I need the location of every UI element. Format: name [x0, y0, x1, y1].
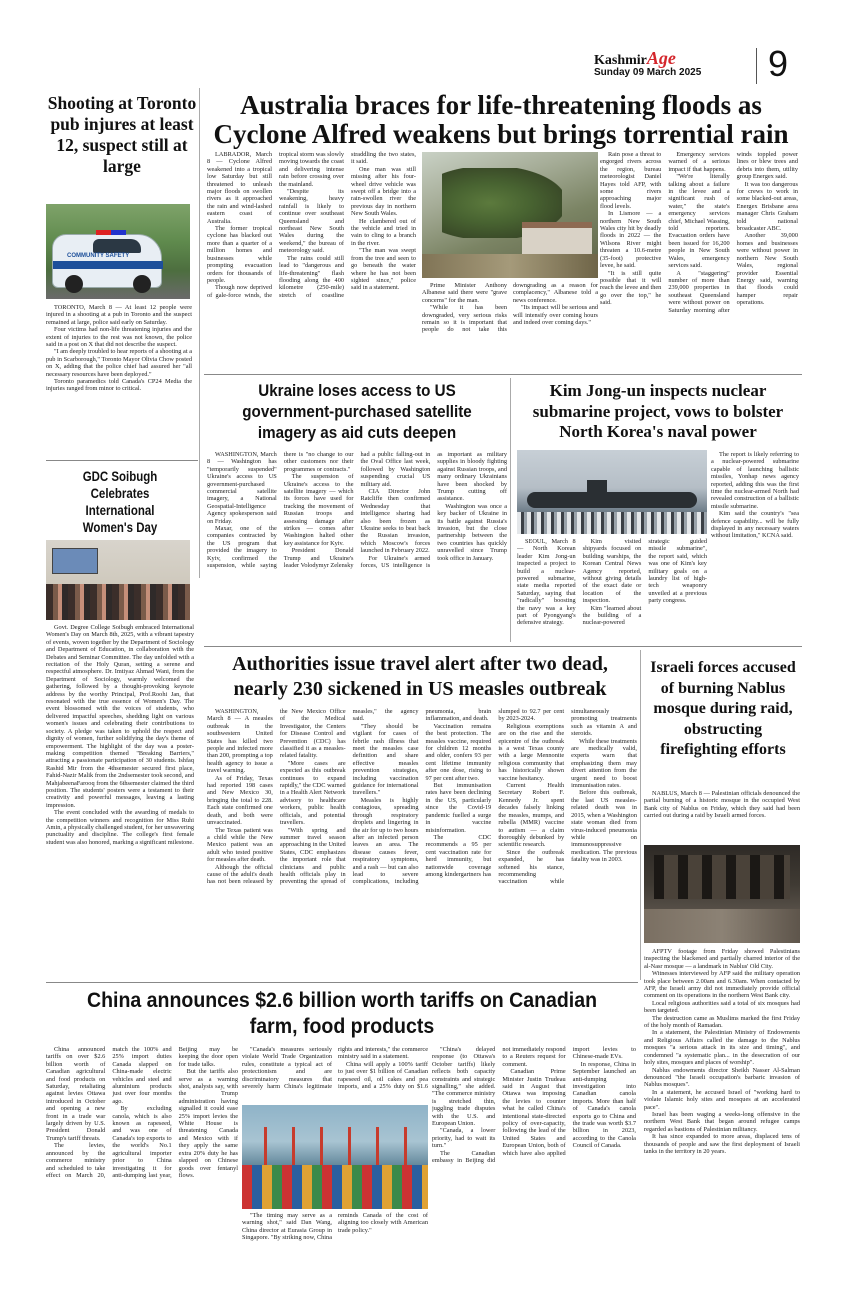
- police-car-label: COMMUNITY SAFETY: [67, 253, 130, 259]
- paragraph: By excluding canola, which is also known as rapeseed, and was one of Canada's top exports to the world's No.1 agricultural importer prior to China investigating it for anti-dumping last year, Beijing may be keeping the door open for trade talks.: [112, 1046, 238, 1179]
- cyclone-headline: Australia braces for life-threatening floods as Cyclone Alfred weakens but brings torrential rain: [213, 91, 789, 149]
- projection-screen: [52, 548, 98, 574]
- paragraph: Kim visited shipyards focused on building warships, the Korean Central News Agency reported, without giving details of the exact date or location of the inspection.: [582, 538, 642, 605]
- cyclone-body-left: [207, 151, 416, 367]
- paragraph: He clambered out of the vehicle and tried in vain to cling to a branch in the river.: [351, 217, 416, 247]
- wheel-rear: [133, 275, 151, 293]
- paragraph: The Canadian embassy in Beijing did not immediately respond to a Reuters request for comment.: [432, 1046, 566, 1165]
- paragraph: SEOUL, March 8 — North Korean leader Kim Jong-un inspected a project to build a nuclear-powered submarine, state media reported Saturday, saying that "radically" boosting the navy was a key part of Pyongyang's defensive strategy.: [517, 538, 576, 627]
- paragraph: Four victims had non-life threatening injuries and the extent of injuries to the rest was not known, the police said in a post on X that did not describe the suspect.: [46, 326, 192, 349]
- paragraph: "More cases are expected as this outbreak continues to expand rapidly," the CDC warned in a Health Alert Network advisory to healthcare workers, public health officials, and potential travellers.: [279, 759, 346, 827]
- paragraph: The former tropical cyclone has blacked out more than a quarter of a million homes and businesses while prompting evacuation orders for thousands of people.: [207, 225, 272, 284]
- paragraph: Canadian Prime Minister Justin Trudeau said in August that Ottawa was imposing the levies to counter what he called China's intentional state-directed policy of over-capacity, following the lead of the United States and European Union, both of which have also applied import levies to Chinese-made EVs.: [502, 1046, 636, 1157]
- paragraph: "With spring and summer travel season approaching in the United States, CDC emphasizes the important role that clinicians and public health officials play in preventing the spread of measles," the agency said.: [279, 708, 419, 886]
- paragraph: Rain pose a threat to engorged rivers across the region, bureau meteorologist Daniel Hayes told AFP, with some rivers approaching major flood levels.: [600, 151, 662, 210]
- kim-photo: [517, 450, 707, 534]
- paragraph: WASHINGTON, March 8 — Washington has "temporarily suspended" Ukraine's access to US government-purchased commercial satellite imagery, a National Geospatial-Intelligence Agency spokesperson said on Friday.: [207, 451, 277, 525]
- china-body-mid-top: [242, 1046, 428, 1104]
- paragraph: It has since expanded to more areas, displaced tens of thousands of people and saw the first deployment of Israeli tanks in the territory in 20 years.: [644, 1133, 800, 1155]
- nablus-lead: NABLUS, March 8 — Palestinian officials denounced the partial burning of a historic mosque in the occupied West Bank city of Nablus on Friday, which they said had been carried out during a raid by Israeli armed forces.: [644, 790, 800, 820]
- paragraph: The suspension of Ukraine's access to the satellite imagery — which its forces have used for tracking the movement of Russian troops and assessing damage after strikes — comes after Washington halted other key assistance for Kyiv.: [283, 473, 354, 547]
- china-photo: [242, 1105, 428, 1209]
- paragraph: Though now deprived of gale-force winds, the tropical storm was slowly moving towards the coast and delivering intense rain before crossing over the mainland.: [207, 151, 344, 299]
- paragraph: In a statement, he accused Israel of "working hard to violate Islamic holy sites and mosques at an accelerated pace".: [644, 1088, 800, 1111]
- paragraph: Prime Minister Anthony Albanese said there were "grave concerns" for the man.: [422, 282, 507, 304]
- ukraine-columns: [207, 451, 507, 639]
- paragraph: "China's delayed response (to Ottawa's October tariffs) likely reflects both capacity constraints and strategic signalling," she added. "The commerce ministry is stretched thin, juggling trade disputes with the U.S. and European Union.: [432, 1046, 496, 1128]
- ukraine-headline: Ukraine loses access to US government-purchased satellite imagery as aid cuts deepen: [242, 382, 472, 442]
- paragraph: "The man was swept from the tree and seen to go beneath the water where he has not been sighted since," police said in a statement.: [351, 247, 416, 292]
- section-divider: [46, 460, 198, 461]
- paragraph: One man was still missing after his four-wheel drive vehicle was swept off a bridge into a rain-swollen river the previous day in northern New South Wales.: [351, 165, 416, 218]
- nablus-body: [644, 948, 800, 1258]
- paragraph: Measles is highly contagious, spreading through respiratory droplets and lingering in the air for up to two hours after an infected person leaves an area. The disease causes fever, respiratory symptoms, and a rash — but can also lead to severe complications, including pneumonia, brain inflammation, and death.: [352, 708, 492, 886]
- cyclone-photo: [422, 152, 598, 278]
- paragraph: China will apply a 100% tariff to just over $1 billion of Canadian rapeseed oil, oil cakes and pea imports, and a 25% duty on $1.6: [338, 1060, 428, 1091]
- measles-columns: [207, 708, 637, 972]
- brand-age: Age: [646, 48, 676, 68]
- paragraph: Local religious authorities said a total of six mosques had been targeted.: [644, 999, 800, 1015]
- nablus-photo: [644, 845, 800, 943]
- paragraph: "Despite its weakening, heavy rainfall is likely to continue over southeast Queensland and northeast New South Wales during the weekend," the bureau of meteorology said.: [279, 188, 344, 255]
- paragraph: "Its impact will be serious and will intensify over coming hours and indeed over coming days.": [513, 304, 598, 327]
- gdc-photo: [46, 540, 190, 620]
- section-divider: [204, 646, 802, 647]
- paragraph: Emergency services warned of a serious impact if that happens.: [668, 151, 730, 173]
- paragraph: For Ukraine's armed forces, US intelligence is as important as military supplies in bloody fighting against Russian troops, and many ordinary Ukrainians have been shocked by Trump cutting off assistance.: [360, 451, 507, 570]
- paragraph: "While it has been downgraded, very serious risks remain so it is important that people do not take this downgrading as a reason for complacency," Albanese told a news conference.: [422, 282, 598, 334]
- paragraph: Washington was once a key backer of Ukraine in its battle against Russia's invasion, but the close partnership between the two countries has quickly unravelled since Trump took office in January.: [437, 502, 507, 562]
- china-columns-c: [242, 1212, 428, 1262]
- masthead-date: Sunday 09 March 2025: [594, 67, 702, 78]
- paragraph: Since the outbreak expanded, he has softened his stance, recommending vaccination while simultaneously promoting treatments such as vitamin A and steroids.: [498, 708, 637, 886]
- measles-headline: Authorities issue travel alert after two dead, nearly 230 sickened in US measles outbreak: [232, 653, 608, 700]
- paragraph: China announced tariffs on over $2.6 billion worth of Canadian agricultural and food products on Saturday, retaliating against levies Ottawa introduced in October and opening a new front in a trade war largely driven by U.S. President Donald Trump's tariff threats.: [46, 1046, 106, 1142]
- section-divider: [46, 982, 638, 983]
- section-divider: [204, 374, 802, 375]
- paragraph: But the tariffs also serve as a warning shot, analysts say, with the Trump administration having signalled it could ease 25% import levies the White House is threatening Canada and Mexico with if they apply the same extra 20% duty he has slapped on Chinese goods over fentanyl flows.: [178, 1068, 238, 1179]
- cyclone-body-under-photo: [422, 282, 598, 368]
- paragraph: The rains could still lead to "dangerous and life-threatening" flash flooding along the 400 kilometre (250-mile) stretch of coastline straddling the two states, it said.: [279, 151, 416, 299]
- burnt-floor-image: [644, 909, 800, 943]
- paragraph: The event concluded with the awarding of medals to the competition winners and recognition for Miss Ruhi Amin, a physically challenged student, for her unwavering punctuality and discipline. The college's first female student was also honored, marking a significant milestone.: [46, 809, 194, 846]
- paragraph: As of Friday, Texas had reported 198 cases and New Mexico 30, bringing the total to 228. Each state confirmed one death, and both were unvaccinated.: [207, 774, 273, 827]
- cyclone-columns-c: [600, 151, 798, 367]
- toronto-body: [46, 304, 192, 454]
- paragraph: A "staggering" number of more than 239,000 properties in southeast Queensland were without power on Saturday morning after winds toppled power lines or blew trees and debris into them, utility group Energex said.: [668, 151, 798, 314]
- ukraine-body: [207, 451, 507, 639]
- gdc-body: [46, 624, 194, 880]
- column-divider: [510, 378, 511, 642]
- paragraph: Witnesses interviewed by AFP said the military operation took place between 2.00am and 6.30am. When contacted by AFP, the Israeli army did not immediately provide official comment on its operations in the northern West Bank city.: [644, 970, 800, 1000]
- china-columns-d: [432, 1046, 636, 1261]
- masthead-divider: [756, 48, 757, 84]
- paragraph: The levies, announced by the commerce ministry and scheduled to take effect on March 20, match the 100% and 25% import duties Canada slapped on China-made electric vehicles and steel and aluminium products just over four months ago.: [46, 1046, 172, 1179]
- police-car-stripe: [53, 261, 163, 269]
- toronto-headline: Shooting at Toronto pub injures at least 12, suspect still at large: [47, 93, 197, 176]
- paragraph: TORONTO, March 8 — At least 12 people were injured in a shooting at a pub in Toronto and the suspect remained at large, police said early on Saturday.: [46, 304, 192, 326]
- debris-image: [422, 254, 598, 278]
- brand-kashmir: Kashmir: [594, 53, 647, 68]
- paragraph: "The timing may serve as a warning shot," said Dan Wang, China director at Eurasia Group in Singapore. "By striking now, China reminds Canada of the cost of aligning too closely with American trade policy.": [242, 1212, 428, 1242]
- paragraph: The Texas patient was a child while the New Mexico patient was an adult who tested positive for measles after death.: [207, 826, 273, 864]
- paragraph: Religious exemptions are on the rise and the epicentre of the outbreak is a west Texas county with a large Mennonite religious community that has historically shown vaccine hesitancy.: [498, 722, 565, 782]
- kim-body-left: [517, 538, 707, 640]
- paragraph: Before this outbreak, the last US measles-related death was in 2015, when a Washington state woman died from virus-induced pneumonia while on immunosuppressive medication. The previous fatality was in 2003.: [571, 789, 637, 864]
- paragraph: Vaccination remains the best protection. The measles vaccine, required for children 12 months and older, confers 93 per cent lifetime immunity after one dose, rising to 97 per cent after two.: [425, 722, 492, 782]
- china-body-mid-bottom: [242, 1212, 428, 1262]
- china-body-left: [46, 1046, 238, 1261]
- audience-image: [46, 584, 190, 620]
- china-columns-b: [242, 1046, 428, 1104]
- cyclone-columns-b: [422, 282, 598, 368]
- cyclone-columns-a: [207, 151, 416, 367]
- paragraph: "Canada, a lower priority, had to wait its turn.": [432, 1127, 496, 1150]
- paragraph: The report is likely referring to a nuclear-powered submarine capable of launching ballistic missiles, Yonhap news agency reported, adding this was the first time the nuclear-armed North had revealed construction of a ballistic missile submarine.: [711, 451, 799, 510]
- masthead-brand: [594, 48, 676, 69]
- paragraph: In Lismore — a northern New South Wales city hit by deadly floods in 2022 — the Wilsons River might threaten a 10.6-metre (35-foot) protective levee, he said.: [600, 210, 662, 270]
- mosque-arches-image: [654, 855, 790, 899]
- china-columns-a: [46, 1046, 238, 1261]
- china-headline: China announces $2.6 billion worth tariffs on Canadian farm, food products: [86, 989, 598, 1038]
- paragraph: While these treatments are medically valid, experts warn that emphasizing them may divert attention from the urgent need to boost immunisation rates.: [571, 737, 637, 790]
- light-bar: [96, 230, 126, 235]
- kim-columns-a: [517, 538, 707, 640]
- cyclone-body-right: [600, 151, 798, 367]
- port-cranes-image: [252, 1127, 422, 1167]
- column-divider: [640, 650, 641, 980]
- paragraph: In a statement, the Palestinian Ministry of Endowments and Religious Affairs called the damage to the Nablus mosques "a serious attack in its size and timing", and condemned "a systematic plan... in the desecration of our holy sites, mosques and places of worship".: [644, 1029, 800, 1067]
- paragraph: It was too dangerous for crews to work in some blacked-out areas, Energex Brisbane area manager Chris Graham told national broadcaster ABC.: [736, 180, 798, 233]
- paragraph: Although the official cause of the adult's death has not been released by the New Mexico Office of the Medical Investigator, the Centers for Disease Control and Prevention (CDC) has classified it as a measles-related fatality.: [207, 708, 346, 886]
- paragraph: Govt. Degree College Soibugh embraced International Women's Day on March 8th, 2025, with a vibrant tapestry of events, woven together by the Department of Sociology and Department of Education, in collaboration with the Debates and Seminar Committee. The day unfolded with a recitation of the Holy Quran, setting a serene and respectful atmosphere. Dr. Imtiyaz Ahmad Wani, from the Department of Sociology, warmly welcomed the gathering, followed by a thought-provoking keynote address by the worthy Principal, Prof.Roohi Jan, that resonated with the true essence of Women's Day. The event blossomed with the voices of students, who delivered impactful speeches, shedding light on various women's issues and celebrating their contributions to society. A pledge was taken to uphold the respect and dignity of women, further solidifying the day's theme of empowerment. The highlight of the day was a poster-making competition themed "Breaking Barriers," attracting a passionate participation of 30 students. Ishfaq Rashid Mir from the 4thsemester secured first place, Fahid-Nazir Malik from the 2ndsemester took second, and MahjabeenaFarooq from the 6thsemester claimed the third position. The students' posters were a testament to their creativity and powerful messages, leaving a lasting impression.: [46, 624, 194, 809]
- paragraph: "It is still quite possible that it will reach the levee and then go over the top," he said.: [600, 269, 662, 307]
- paragraph: Another 39,000 homes and businesses were without power in northern New South Wales, regional provider Essential Energy said, warning that floods could hamper repair operations.: [736, 232, 798, 307]
- paragraph: Maxar, one of the companies contracted by the US program that provided the imagery to Kyiv, confirmed the suspension, while saying there is "no change to our other customers nor their programmes or contracts.": [207, 451, 354, 570]
- crowd-image: [517, 512, 707, 534]
- submarine-tower: [587, 480, 607, 494]
- gdc-headline: GDC Soibugh Celebrates International Women's Day: [82, 468, 158, 535]
- paragraph: WASHINGTON, March 8 — A measles outbreak in the southwestern United States has killed two people and infected more than 200, prompting a top health agency to issue a travel warning.: [207, 708, 273, 775]
- submarine-image: [527, 492, 697, 508]
- paragraph: "Canada's measures seriously violate World Trade Organization rules, constitute a typical act of protectionism and are discriminatory measures that severely harm China's legitimate rights and interests," the commerce ministry said in a statement.: [242, 1046, 428, 1091]
- paragraph: Israel has been waging a weeks-long offensive in the northern West Bank that began around refugee camps regarded as bastions of Palestinian militancy.: [644, 1110, 800, 1133]
- paragraph: President Donald Trump and Ukraine's leader Volodymyr Zelensky had a public falling-out in the Oval Office last week, followed by Washington suspending crucial US military aid.: [283, 451, 431, 570]
- kim-body-right: [711, 451, 799, 639]
- paragraph: Nablus endowments director Sheikh Nasser Al-Salman denounced "the Israeli occupation's barbaric invasion of Nablus mosques".: [644, 1066, 800, 1089]
- paragraph: AFPTV footage from Friday showed Palestinians inspecting the blackened and partially charred interior of the al-Nasr mosque — a landmark in Nablus' Old City.: [644, 948, 800, 970]
- paragraph: But immunisation rates have been declining in the US, particularly since the Covid-19 pandemic fuelled a surge in vaccine misinformation.: [425, 782, 492, 834]
- paragraph: Kim "learned about the building of a nuclear-powered strategic guided missile submarine", the report said, which was one of Kim's key military goals on a laundry list of high-tech weaponry unveiled at a previous party congress.: [582, 538, 707, 627]
- measles-body: [207, 708, 637, 972]
- paragraph: Kim said the country's "sea defence capability... will be fully displayed in any necessary waters without limitation," KCNA said.: [711, 510, 799, 540]
- kim-headline: Kim Jong-un inspects nuclear submarine project, vows to bolster North Korea's naval power: [532, 381, 784, 441]
- paragraph: "We're literally talking about a failure in the levee and a significant rush of water," the state's emergency services chief, Michael Wassing, told reporters. Evacuation orders have been issued for 16,200 people in New South Wales, emergency services said.: [668, 173, 730, 270]
- paragraph: "I am deeply troubled to hear reports of a shooting at a pub in Scarborough," Toronto Mayor Olivia Chow posted on X, adding that the police chief had assured her "all necessary resources have been deployed.": [46, 348, 192, 378]
- paragraph: In response, China in September launched an anti-dumping investigation into Canadian canola imports. More than half of Canada's canola exports go to China and the trade was worth $3.7 billion in 2023, according to the Canola Council of Canada.: [572, 1060, 636, 1150]
- police-car-window: [93, 239, 141, 253]
- masthead: [594, 48, 824, 82]
- paragraph: Current Health Secretary Robert F. Kennedy Jr. spent decades falsely linking the measles, mumps, and rubella (MMR) vaccine to autism — a claim thoroughly debunked by scientific research.: [498, 782, 565, 849]
- paragraph: The destruction came as Muslims marked the first Friday of the holy month of Ramadan.: [644, 1014, 800, 1030]
- containers-image: [242, 1165, 428, 1209]
- toronto-photo: [46, 204, 190, 299]
- nablus-headline: Israeli forces accused of burning Nablus mosque during raid, obstructing firefighting efforts: [650, 659, 796, 758]
- china-body-right: [432, 1046, 636, 1261]
- column-divider: [199, 88, 200, 578]
- paragraph: "They should be vigilant for cases of febrile rash illness that meet the measles case definition and share effective measles prevention strategies, including vaccination guidance for international travellers.": [352, 722, 419, 797]
- paragraph: LABRADOR, March 8 — Cyclone Alfred weakened into a tropical low Saturday but still threatened to unleash major floods on swollen rivers as it approached the rain and wind-lashed eastern coast of Australia.: [207, 151, 272, 225]
- page-number: 9: [768, 43, 789, 84]
- paragraph: The CDC recommends a 95 per cent vaccination rate for herd immunity, but nationwide coverage among kindergartners has slumped to 92.7 per cent by 2023-2024.: [425, 708, 565, 878]
- paragraph: CIA Director John Ratcliffe then confirmed Wednesday that intelligence sharing had also been frozen as Ukraine seeks to beat back the Russian invasion, which Moscow's forces launched in February 2022.: [360, 488, 431, 555]
- wheel-front: [65, 275, 83, 293]
- paragraph: Toronto paramedics told Canada's CP24 Media the injuries ranged from minor to critical.: [46, 378, 192, 393]
- police-car-image: [52, 234, 162, 288]
